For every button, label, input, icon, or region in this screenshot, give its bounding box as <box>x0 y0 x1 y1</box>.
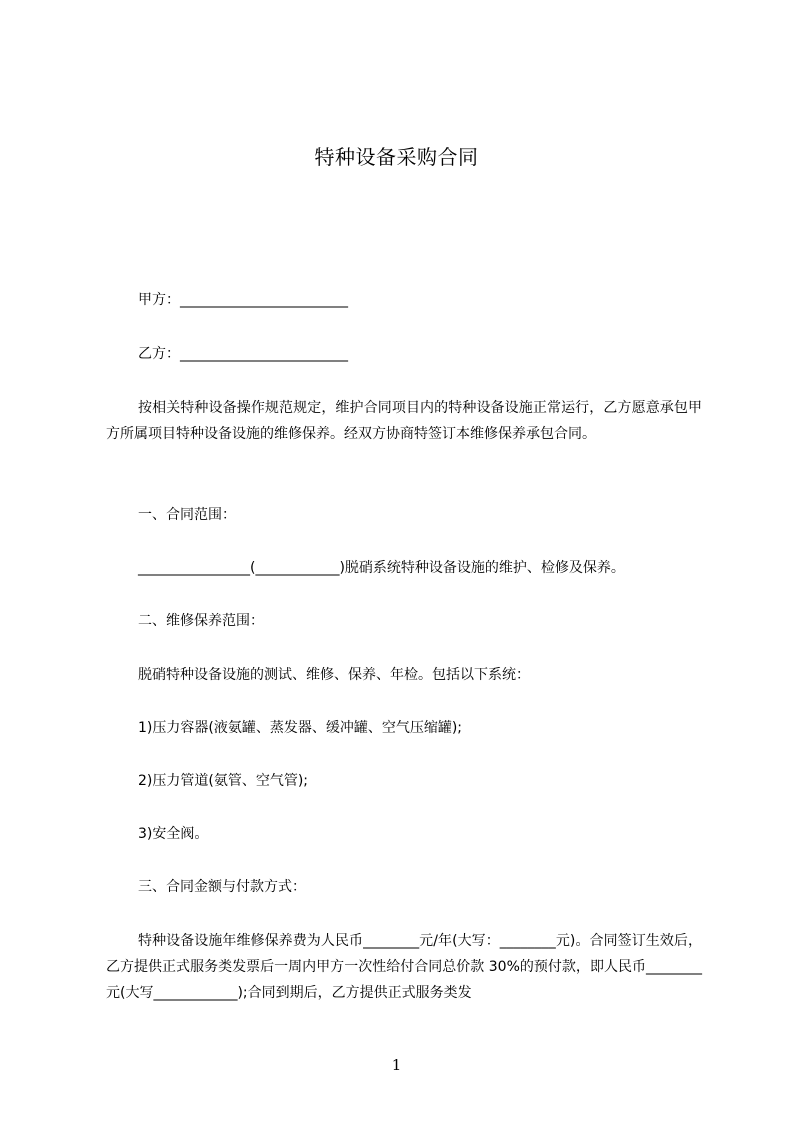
section-1-heading: 一、合同范围： <box>138 507 236 523</box>
page-number: 1 <box>391 1056 402 1074</box>
document-title: 特种设备采购合同 <box>314 145 479 169</box>
section-1-body: ________________(____________)脱硝系统特种设备设施的维护、检修及保养。 <box>138 560 625 576</box>
section-2-item-safety-valve: 3)安全阀。 <box>138 826 209 842</box>
section-2-heading: 二、维修保养范围： <box>138 613 264 629</box>
preamble-paragraph: 按相关特种设备操作规范规定，维护合同项目内的特种设备设施正常运行，乙方愿意承包甲方所属项目特种设备设施的维修保养。经双方协商特签订本维修保养承包合同。 <box>106 400 702 442</box>
party-b-line: 乙方：________________________ <box>138 346 348 362</box>
section-2-item-pressure-vessels: 1)压力容器(液氨罐、蒸发器、缓冲罐、空气压缩罐); <box>138 720 463 736</box>
party-a-line: 甲方：________________________ <box>138 292 348 308</box>
section-2-item-pressure-pipes: 2)压力管道(氨管、空气管); <box>138 773 309 789</box>
section-3-body: 特种设备设施年维修保养费为人民币________元/年(大写：________元)。合同签订生效后，乙方提供正式服务类发票后一周内甲方一次性给付合同总价款 30%的预付款，即人民币________元(大写____________);合同到期后，乙方提供正式服务类发 <box>106 933 702 1001</box>
section-2-intro: 脱硝特种设备设施的测试、维修、保养、年检。包括以下系统： <box>138 667 530 683</box>
section-3-heading: 三、合同金额与付款方式： <box>138 879 306 895</box>
